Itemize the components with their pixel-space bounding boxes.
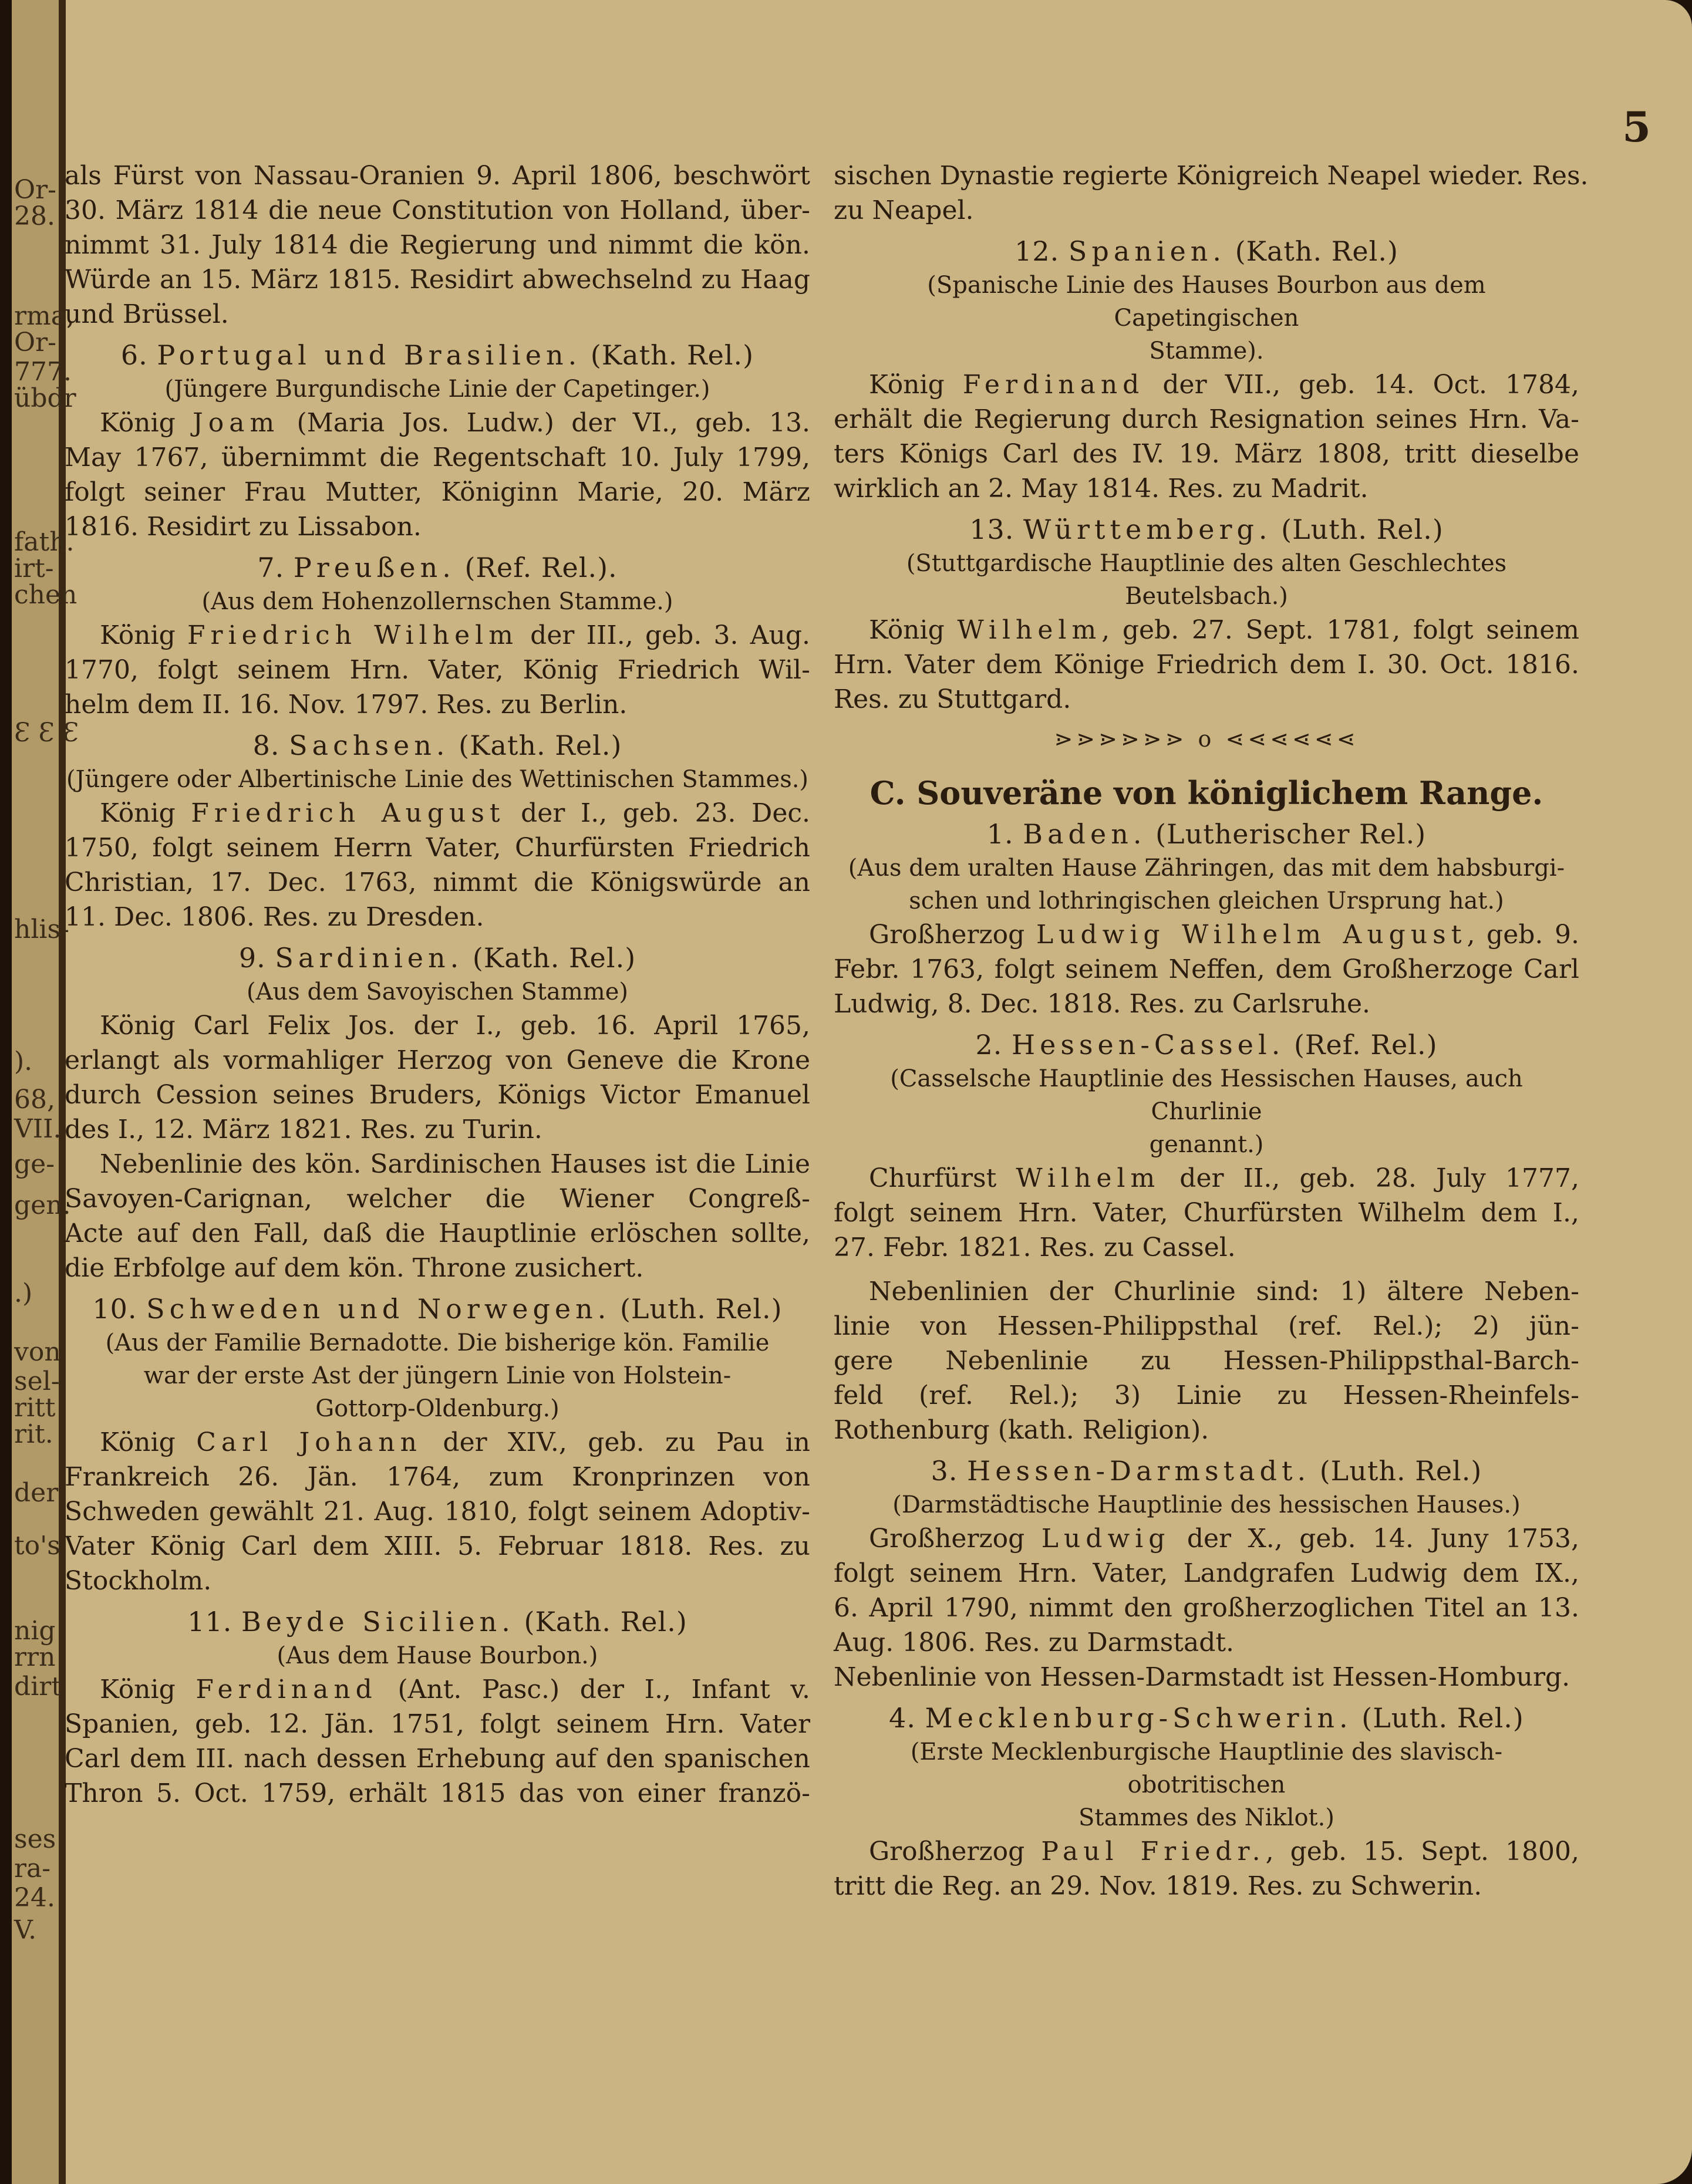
entry-sardinien <box>65 940 810 1285</box>
text-line: Res. zu Stuttgard. <box>834 684 1071 714</box>
text-line: May 1767, übernimmt die Regentschaft 10. July 1799, <box>65 443 810 472</box>
text-line: Aug. 1806. Res. zu Darmstadt. <box>834 1628 1235 1658</box>
entry-heading: 3. Hessen-Darmstadt. (Luth. Rel.) <box>931 1455 1482 1487</box>
previous-page-edge <box>12 0 79 2184</box>
entry-heading: 6. Portugal und Brasilien. (Kath. Rel.) <box>120 339 754 371</box>
text-line: sischen Dynastie regierte Königreich Neapel wieder. Res. <box>834 161 1589 191</box>
text-line: wirklich an 2. May 1814. Res. zu Madrit. <box>834 474 1369 504</box>
text-line: Ludwig, 8. Dec. 1818. Res. zu Carlsruhe. <box>834 989 1370 1019</box>
text-line: 1816. Residirt zu Lissabon. <box>65 512 422 542</box>
entry-subtitle: (Aus dem uralten Hause Zähringen, das mit dem habsburgi- <box>848 855 1565 882</box>
entry-subtitle: schen und lothringischen gleichen Ursprung hat.) <box>909 887 1504 914</box>
entry-baden <box>834 816 1579 1021</box>
entry-subtitle: (Aus dem Hause Bourbon.) <box>277 1642 598 1669</box>
entry-subtitle: war der erste Ast der jüngern Linie von Holstein- <box>143 1362 732 1389</box>
text-line: Nebenlinie des kön. Sardinischen Hauses ist die Linie <box>100 1149 810 1179</box>
text-line: folgt seiner Frau Mutter, Königinn Marie, 20. März <box>65 477 810 507</box>
text-line: Carl dem III. nach dessen Erhebung auf den spanischen <box>65 1744 810 1774</box>
entry-heading: 7. Preußen. (Ref. Rel.). <box>257 552 618 583</box>
text-line: 30. März 1814 die neue Constitution von Holland, über- <box>65 195 810 225</box>
text-line: erlangt als vormahliger Herzog von Geneve die Krone <box>65 1045 810 1075</box>
entry-portugal <box>65 337 810 544</box>
margin-fragment: 777. <box>14 357 72 387</box>
entry-subtitle: (Casselsche Hauptlinie des Hessischen Hauses, auch Churlinie <box>890 1065 1523 1125</box>
entry-spanien <box>834 234 1579 506</box>
entry-subtitle: (Spanische Linie des Hauses Bourbon aus dem Capetingischen <box>927 272 1486 332</box>
margin-fragment: nig <box>14 1616 56 1646</box>
text-line: Febr. 1763, folgt seinem Neffen, dem Großherzoge Carl <box>834 954 1579 984</box>
margin-fragment: V. <box>14 1915 37 1945</box>
entry-heading: 8. Sachsen. (Kath. Rel.) <box>252 730 622 761</box>
margin-fragment: irt- <box>14 553 54 583</box>
text-line: nimmt 31. July 1814 die Regierung und nimmt die kön. <box>65 230 810 260</box>
entry-preussen <box>65 550 810 722</box>
margin-fragment: ra- <box>14 1854 51 1883</box>
entry-hessen-cassel <box>834 1027 1579 1447</box>
text-line: erhält die Regierung durch Resignation seines Hrn. Va- <box>834 404 1579 434</box>
page <box>12 0 1692 2184</box>
entry-mecklenburg <box>834 1700 1579 1903</box>
entry-heading: 12. Spanien. (Kath. Rel.) <box>1014 235 1398 267</box>
text-line: folgt seinem Hrn. Vater, Landgrafen Ludwig dem IX., <box>834 1558 1579 1588</box>
text-line: Spanien, geb. 12. Jän. 1751, folgt seinem Hrn. Vater <box>65 1709 810 1739</box>
text-line: helm dem II. 16. Nov. 1797. Res. zu Berlin. <box>65 690 628 720</box>
text-line: Acte auf den Fall, daß die Hauptlinie erlöschen sollte, <box>65 1218 810 1248</box>
text-line: Savoyen-Carignan, welcher die Wiener Congreß- <box>65 1184 810 1214</box>
text-line: Großherzog Ludwig Wilhelm August, geb. 9. <box>869 920 1579 950</box>
entry-hessen-darmstadt <box>834 1453 1579 1694</box>
entry-heading: 10. Schweden und Norwegen. (Luth. Rel.) <box>92 1293 783 1325</box>
entry-heading: 1. Baden. (Lutherischer Rel.) <box>986 818 1427 850</box>
margin-fragment: übdr <box>14 383 76 413</box>
margin-fragment: gen. <box>14 1190 71 1220</box>
text-line: Christian, 17. Dec. 1763, nimmt die Königswürde an <box>65 867 810 897</box>
text-line: und Brüssel. <box>65 299 229 329</box>
text-line: tritt die Reg. an 29. Nov. 1819. Res. zu Schwerin. <box>834 1871 1482 1901</box>
text-line: linie von Hessen-Philippsthal (ref. Rel.); 2) jün- <box>834 1311 1579 1341</box>
entry-subtitle: genannt.) <box>1149 1131 1264 1158</box>
entry-subtitle: Stammes des Niklot.) <box>1078 1804 1334 1831</box>
margin-fragment: rrn <box>14 1642 56 1672</box>
right-column <box>834 158 1589 1903</box>
text-line: König Joam (Maria Jos. Ludw.) der VI., geb. 13. <box>100 408 810 438</box>
text-line: König Friedrich August der I., geb. 23. Dec. <box>100 798 810 828</box>
text-line: Nebenlinie von Hessen-Darmstadt ist Hessen-Homburg. <box>834 1662 1570 1692</box>
entry-subtitle: Stamme). <box>1149 337 1264 364</box>
margin-fragment: dirt <box>14 1672 62 1702</box>
text-line: die Erbfolge auf dem kön. Throne zusichert. <box>65 1253 644 1283</box>
text-line: Schweden gewählt 21. Aug. 1810, folgt seinem Adoptiv- <box>65 1497 810 1527</box>
continuation-paragraph <box>834 158 1589 228</box>
margin-fragment: ses <box>14 1824 56 1854</box>
entry-subtitle: Gottorp-Oldenburg.) <box>315 1395 559 1422</box>
margin-fragment: 24. <box>14 1883 55 1913</box>
margin-fragment: von <box>14 1337 61 1367</box>
margin-fragment: ge- <box>14 1149 55 1179</box>
text-line: 11. Dec. 1806. Res. zu Dresden. <box>65 902 484 932</box>
entry-subtitle: (Darmstädtische Hauptlinie des hessischen Hauses.) <box>892 1491 1521 1518</box>
entry-subtitle: (Jüngere Burgundische Linie der Capetinger.) <box>164 376 710 403</box>
margin-fragment: Or- <box>14 175 56 205</box>
entry-subtitle: (Jüngere oder Albertinische Linie des Wettinischen Stammes.) <box>66 766 809 793</box>
text-line: Würde an 15. März 1815. Residirt abwechselnd zu Haag <box>65 265 810 295</box>
intro-paragraph <box>65 158 810 332</box>
entry-heading: 9. Sardinien. (Kath. Rel.) <box>238 942 636 974</box>
margin-fragment: fath. <box>14 527 75 557</box>
entry-heading: 13. Württemberg. (Luth. Rel.) <box>969 514 1444 545</box>
entry-heading: 4. Mecklenburg-Schwerin. (Luth. Rel.) <box>889 1702 1524 1734</box>
margin-fragment: Or- <box>14 328 56 357</box>
margin-fragment: ritt <box>14 1393 56 1423</box>
text-line: gere Nebenlinie zu Hessen-Philippsthal-Barch- <box>834 1346 1579 1376</box>
margin-fragment: to's <box>14 1531 60 1561</box>
text-line: 27. Febr. 1821. Res. zu Cassel. <box>834 1233 1236 1263</box>
text-line: als Fürst von Nassau-Oranien 9. April 1806, beschwört <box>65 161 810 191</box>
text-line: König Wilhelm, geb. 27. Sept. 1781, folgt seinem <box>869 615 1579 645</box>
text-line: Hrn. Vater dem Könige Friedrich dem I. 30. Oct. 1816. <box>834 650 1579 680</box>
text-line: König Carl Felix Jos. der I., geb. 16. April 1765, <box>100 1011 811 1041</box>
text-line: König Friedrich Wilhelm der III., geb. 3. Aug. <box>100 620 810 650</box>
section-title: C. Souveräne von königlichem Range. <box>869 774 1543 812</box>
text-line: Rothenburg (kath. Religion). <box>834 1415 1209 1445</box>
entry-wuerttemberg <box>834 512 1579 717</box>
entry-subtitle: (Aus dem Savoyischen Stamme) <box>246 978 629 1005</box>
entry-subtitle: (Aus dem Hohenzollernschen Stamme.) <box>201 588 673 615</box>
text-line: König Ferdinand der VII., geb. 14. Oct. 1784, <box>869 370 1579 400</box>
margin-fragment: rma, <box>14 301 75 331</box>
entry-subtitle: (Aus der Familie Bernadotte. Die bisherige kön. Familie <box>105 1329 770 1356</box>
margin-fragment: hlis- <box>14 914 69 944</box>
text-line: Vater König Carl dem XIII. 5. Februar 1818. Res. zu <box>65 1531 810 1561</box>
margin-fragment: ). <box>14 1047 33 1076</box>
entry-sicilien <box>65 1604 810 1811</box>
text-line: durch Cession seines Bruders, Königs Victor Emanuel <box>65 1080 810 1110</box>
text-line: Nebenlinien der Churlinie sind: 1) ältere Neben- <box>869 1277 1579 1307</box>
text-line: König Carl Johann der XIV., geb. zu Pau in <box>100 1427 810 1457</box>
page-number: 5 <box>1622 103 1651 151</box>
text-line: zu Neapel. <box>834 195 974 225</box>
text-line: Thron 5. Oct. 1759, erhält 1815 das von einer franzö- <box>65 1778 810 1808</box>
text-line: folgt seinem Hrn. Vater, Churfürsten Wilhelm dem I., <box>834 1198 1579 1228</box>
text-line: des I., 12. März 1821. Res. zu Turin. <box>65 1115 542 1145</box>
entry-subtitle: (Stuttgardische Hauptlinie des alten Geschlechtes Beutelsbach.) <box>906 550 1507 610</box>
text-line: 1770, folgt seinem Hrn. Vater, König Friedrich Wil- <box>65 655 810 685</box>
text-line: Frankreich 26. Jän. 1764, zum Kronprinzen von <box>65 1462 810 1492</box>
entry-sachsen <box>65 728 810 934</box>
text-line: Churfürst Wilhelm der II., geb. 28. July 1777, <box>869 1163 1579 1193</box>
text-line: feld (ref. Rel.); 3) Linie zu Hessen-Rheinfels- <box>834 1380 1579 1410</box>
entry-heading: 11. Beyde Sicilien. (Kath. Rel.) <box>187 1606 687 1638</box>
text-line: 1750, folgt seinem Herrn Vater, Churfürsten Friedrich <box>65 833 810 863</box>
entry-schweden <box>65 1291 810 1598</box>
text-line: Stockholm. <box>65 1566 212 1596</box>
entry-heading: 2. Hessen-Cassel. (Ref. Rel.) <box>975 1029 1438 1061</box>
margin-fragment: chen <box>14 580 77 610</box>
left-column <box>65 158 810 1811</box>
text-line: Großherzog Ludwig der X., geb. 14. Juny 1753, <box>869 1524 1579 1554</box>
margin-fragment: sel- <box>14 1366 60 1396</box>
text-line: Großherzog Paul Friedr., geb. 15. Sept. 1800, <box>869 1837 1579 1866</box>
entry-subtitle: (Erste Mecklenburgische Hauptlinie des slavisch-obotritischen <box>910 1739 1503 1798</box>
margin-fragment: .) <box>14 1278 33 1308</box>
text-line: 6. April 1790, nimmt den großherzoglichen Titel an 13. <box>834 1593 1579 1623</box>
margin-fragment: VII. <box>14 1114 62 1144</box>
margin-fragment: Ɛ Ɛ Ɛ <box>14 718 79 748</box>
text-line: ters Königs Carl des IV. 19. März 1808, tritt dieselbe <box>834 439 1579 469</box>
margin-fragment: 28. <box>14 201 55 231</box>
ornament-divider: ⋗⋗⋗⋗⋗⋗ o ⋖⋖⋖⋖⋖⋖ <box>1054 726 1359 752</box>
margin-fragment: rit. <box>14 1419 53 1449</box>
margin-fragment: 68, <box>14 1085 55 1115</box>
margin-fragment: der <box>14 1478 59 1508</box>
text-line: König Ferdinand (Ant. Pasc.) der I., Infant v. <box>100 1675 810 1704</box>
